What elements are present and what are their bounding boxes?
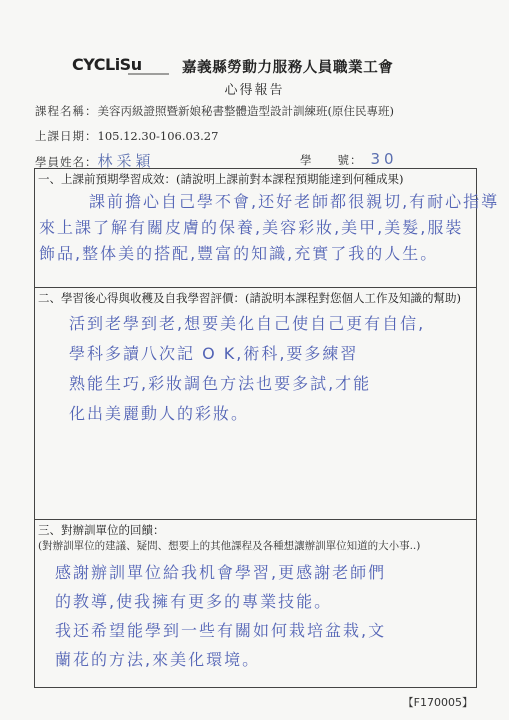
section-3-subtitle: (對辦訓單位的建議、疑問、想要上的其他課程及各種想讓辦訓單位知道的大小事..) xyxy=(38,540,421,552)
date-value: 105.12.30-106.03.27 xyxy=(97,129,219,143)
number-value: 30 xyxy=(370,150,398,168)
handwritten-line: 課前擔心自己學不會,还好老師都很親切,有耐心指導 xyxy=(89,192,500,211)
section-feedback xyxy=(34,519,477,688)
handwritten-line: 熟能生巧,彩妝調色方法也要多試,才能 xyxy=(69,374,372,393)
course-value: 美容丙級證照暨新娘秘書整體造型設計訓練班(原住民專班) xyxy=(97,104,394,118)
org-name: 嘉義縣勞動力服務人員職業工會 xyxy=(182,59,394,76)
course-row xyxy=(35,103,394,119)
section-3-title: 三、對辦訓單位的回饋： xyxy=(38,523,165,537)
section-reflection xyxy=(34,287,477,520)
handwritten-line: 活到老學到老,想要美化自己使自己更有自信, xyxy=(69,314,426,333)
handwritten-line: 來上課了解有關皮膚的保養,美容彩妝,美甲,美髮,服裝 xyxy=(39,218,464,237)
date-label: 上課日期： xyxy=(35,129,98,143)
section-3-handwriting xyxy=(35,558,476,674)
section-1-handwriting xyxy=(35,189,500,267)
course-label: 課程名稱： xyxy=(35,104,98,118)
doc-title: 心得報告 xyxy=(224,83,285,98)
handwritten-line: 飾品,整体美的搭配,豐富的知識,充實了我的人生。 xyxy=(39,244,439,263)
section-2-handwriting xyxy=(35,309,476,429)
handwritten-line: 蘭花的方法,來美化環境。 xyxy=(55,650,261,669)
name-label: 學員姓名： xyxy=(35,155,98,169)
logo-text: CYCLiSu xyxy=(72,55,142,74)
number-label: 學 號： xyxy=(300,153,363,167)
handwritten-line: 我还希望能學到一些有關如何栽培盆栽,文 xyxy=(55,621,387,640)
section-1-title: 一、上課前預期學習成效：(請說明上課前對本課程預期能達到何種成果) xyxy=(38,172,404,186)
section-2-title: 二、學習後心得與收穫及自我學習評價：(請說明本課程對您個人工作及知識的幫助) xyxy=(38,291,461,305)
handwritten-line: 化出美麗動人的彩妝。 xyxy=(69,404,250,423)
number-row xyxy=(300,150,398,168)
handwritten-line: 學科多讀八次記 O K,術科,要多練習 xyxy=(69,344,359,363)
section-expectations xyxy=(34,168,500,288)
form-code: 【F170005】 xyxy=(402,696,473,709)
union-logo xyxy=(72,54,170,76)
handwritten-line: 感謝辦訓單位給我机會學習,更感謝老師們 xyxy=(55,563,387,582)
name-value: 林采穎 xyxy=(97,152,155,170)
handwritten-line: 的教導,使我擁有更多的專業技能。 xyxy=(55,592,333,611)
date-row xyxy=(35,128,218,144)
